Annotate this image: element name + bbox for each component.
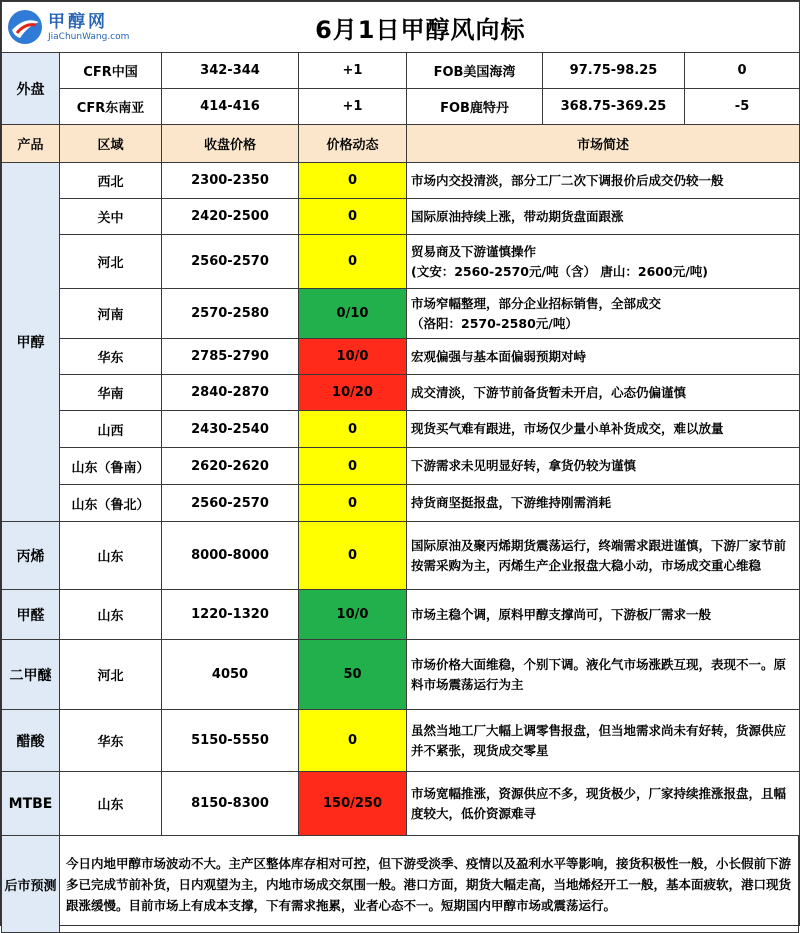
logo-chinese-text: 甲醇网 <box>48 11 108 32</box>
region-cell: 山东 <box>60 590 162 640</box>
price-cell: 2620-2620 <box>162 448 299 485</box>
region-cell: 河南 <box>60 289 162 339</box>
price-cell: 1220-1320 <box>162 590 299 640</box>
change-cell: 10/0 <box>299 339 407 375</box>
external-price: 414-416 <box>162 89 299 125</box>
region-cell: 山东 <box>60 522 162 590</box>
product-label: 二甲醚 <box>2 640 60 710</box>
summary-line: 国际原油持续上涨，带动期货盘面跟涨 <box>411 208 624 224</box>
region-cell: 西北 <box>60 163 162 199</box>
change-cell: 0 <box>299 163 407 199</box>
change-cell: 150/250 <box>299 772 407 836</box>
summary-cell: 市场主稳个调，原料甲醇支撑尚可，下游板厂需求一般 <box>407 590 800 640</box>
header-region: 区域 <box>60 125 162 163</box>
price-cell: 2300-2350 <box>162 163 299 199</box>
summary-cell: 市场价格大面维稳，个别下调。液化气市场涨跌互现，表现不一。原料市场震荡运行为主 <box>407 640 800 710</box>
forecast-table <box>1 835 799 933</box>
region-cell: 山东 <box>60 772 162 836</box>
summary-line: 现货买气难有跟进，市场仅少量小单补货成交，难以放量 <box>411 421 724 436</box>
forecast-text: 今日内地甲醇市场波动不大。主产区整体库存相对可控，但下游受淡季、疫情以及盈利水平等影响，接货积极性一般，小长假前下游多已完成节前补货，日内观望为主，内地市场成交氛围一般。港口方面，期货大幅走高，当地烯烃开工一般，基本面疲软，港口现货跟涨缓慢。目前市场上有成本支撑，下有需求拖累，业者心态不一。短期国内甲醇市场或震荡运行。 <box>60 836 799 933</box>
price-cell: 4050 <box>162 640 299 710</box>
region-cell: 山东（鲁北） <box>60 485 162 522</box>
summary-line: (文安：2560-2570元/吨（含） 唐山：2600元/吨) <box>411 263 708 279</box>
header-price: 收盘价格 <box>162 125 299 163</box>
summary-cell <box>407 411 800 448</box>
change-cell: 10/20 <box>299 375 407 411</box>
change-cell: 50 <box>299 640 407 710</box>
summary-cell <box>407 235 800 289</box>
external-row-1 <box>2 53 800 89</box>
methanol-row <box>2 485 800 522</box>
product-label: 甲醛 <box>2 590 60 640</box>
price-table <box>1 1 800 836</box>
page-title: 6月1日甲醇风向标 <box>315 15 526 44</box>
methanol-row <box>2 411 800 448</box>
change-cell: 0 <box>299 199 407 235</box>
product-label-methanol: 甲醇 <box>2 163 60 522</box>
external-change: 0 <box>685 53 800 89</box>
methanol-row <box>2 448 800 485</box>
region-cell: 关中 <box>60 199 162 235</box>
summary-cell <box>407 448 800 485</box>
change-cell: 0 <box>299 448 407 485</box>
external-row-2 <box>2 89 800 125</box>
change-cell: 0 <box>299 710 407 772</box>
region-cell: 河北 <box>60 235 162 289</box>
summary-line: 贸易商及下游谨慎操作 <box>411 243 537 259</box>
summary-line: 持货商坚挺报盘，下游维持刚需消耗 <box>411 495 612 510</box>
header-product: 产品 <box>2 125 60 163</box>
methanol-row <box>2 163 800 199</box>
summary-cell <box>407 339 800 375</box>
drop-logo-icon <box>6 8 44 46</box>
header-change: 价格动态 <box>299 125 407 163</box>
product-row <box>2 522 800 590</box>
methanol-row <box>2 375 800 411</box>
summary-cell <box>407 375 800 411</box>
price-cell: 2560-2570 <box>162 235 299 289</box>
summary-line: （洛阳：2570-2580元/吨） <box>411 315 578 331</box>
title-row <box>2 2 800 53</box>
change-cell: 0 <box>299 522 407 590</box>
forecast-label: 后市预测 <box>2 836 60 933</box>
price-cell: 5150-5550 <box>162 710 299 772</box>
summary-cell <box>407 289 800 339</box>
header-summary: 市场简述 <box>407 125 800 163</box>
region-cell: 华东 <box>60 339 162 375</box>
column-header-row <box>2 125 800 163</box>
logo-cell <box>2 2 162 53</box>
logo-english-text: JiaChunWang.com <box>48 31 130 42</box>
methanol-row <box>2 339 800 375</box>
summary-cell <box>407 163 800 199</box>
external-price: 97.75-98.25 <box>543 53 685 89</box>
summary-cell: 国际原油及聚丙烯期货震荡运行，终端需求跟进谨慎，下游厂家节前按需采购为主，丙烯生产企业报盘大稳小动，市场成交重心维稳 <box>407 522 800 590</box>
product-label: 醋酸 <box>2 710 60 772</box>
external-label: 外盘 <box>2 53 60 125</box>
summary-line: 市场内交投清淡，部分工厂二次下调报价后成交仍较一般 <box>411 172 724 188</box>
product-label: 丙烯 <box>2 522 60 590</box>
summary-line: 宏观偏强与基本面偏弱预期对峙 <box>411 348 587 364</box>
price-cell: 2430-2540 <box>162 411 299 448</box>
external-price: 368.75-369.25 <box>543 89 685 125</box>
change-cell: 0 <box>299 235 407 289</box>
methanol-row <box>2 235 800 289</box>
logo <box>2 3 162 51</box>
price-cell: 2570-2580 <box>162 289 299 339</box>
region-cell: 山西 <box>60 411 162 448</box>
region-cell: 河北 <box>60 640 162 710</box>
summary-line: 市场窄幅整理，部分企业招标销售，全部成交 <box>411 295 662 311</box>
change-cell: 0 <box>299 485 407 522</box>
summary-cell <box>407 199 800 235</box>
region-cell: 华东 <box>60 710 162 772</box>
price-cell: 8000-8000 <box>162 522 299 590</box>
product-label: MTBE <box>2 772 60 836</box>
external-change: +1 <box>299 89 407 125</box>
summary-cell <box>407 485 800 522</box>
external-price: 342-344 <box>162 53 299 89</box>
change-cell: 0 <box>299 411 407 448</box>
product-row <box>2 710 800 772</box>
methanol-row <box>2 289 800 339</box>
product-row <box>2 772 800 836</box>
external-change: -5 <box>685 89 800 125</box>
change-cell: 0/10 <box>299 289 407 339</box>
summary-cell: 虽然当地工厂大幅上调零售报盘，但当地需求尚未有好转，货源供应并不紧张，现货成交零星 <box>407 710 800 772</box>
region-cell: 山东（鲁南） <box>60 448 162 485</box>
external-name: FOB鹿特丹 <box>407 89 543 125</box>
summary-line: 下游需求未见明显好转，拿货仍较为谨慎 <box>411 458 637 473</box>
summary-line: 成交清淡，下游节前备货暂未开启，心态仍偏谨慎 <box>411 384 687 400</box>
forecast-row <box>2 836 799 933</box>
external-name: FOB美国海湾 <box>407 53 543 89</box>
price-cell: 2840-2870 <box>162 375 299 411</box>
region-cell: 华南 <box>60 375 162 411</box>
price-cell: 2560-2570 <box>162 485 299 522</box>
title-cell <box>162 2 800 53</box>
external-name: CFR中国 <box>60 53 162 89</box>
product-row <box>2 590 800 640</box>
change-cell: 10/0 <box>299 590 407 640</box>
price-cell: 2420-2500 <box>162 199 299 235</box>
price-cell: 2785-2790 <box>162 339 299 375</box>
product-row <box>2 640 800 710</box>
methanol-row <box>2 199 800 235</box>
summary-cell: 市场宽幅推涨，资源供应不多，现货极少，厂家持续推涨报盘，且幅度较大，低价资源难寻 <box>407 772 800 836</box>
price-cell: 8150-8300 <box>162 772 299 836</box>
external-name: CFR东南亚 <box>60 89 162 125</box>
external-change: +1 <box>299 53 407 89</box>
